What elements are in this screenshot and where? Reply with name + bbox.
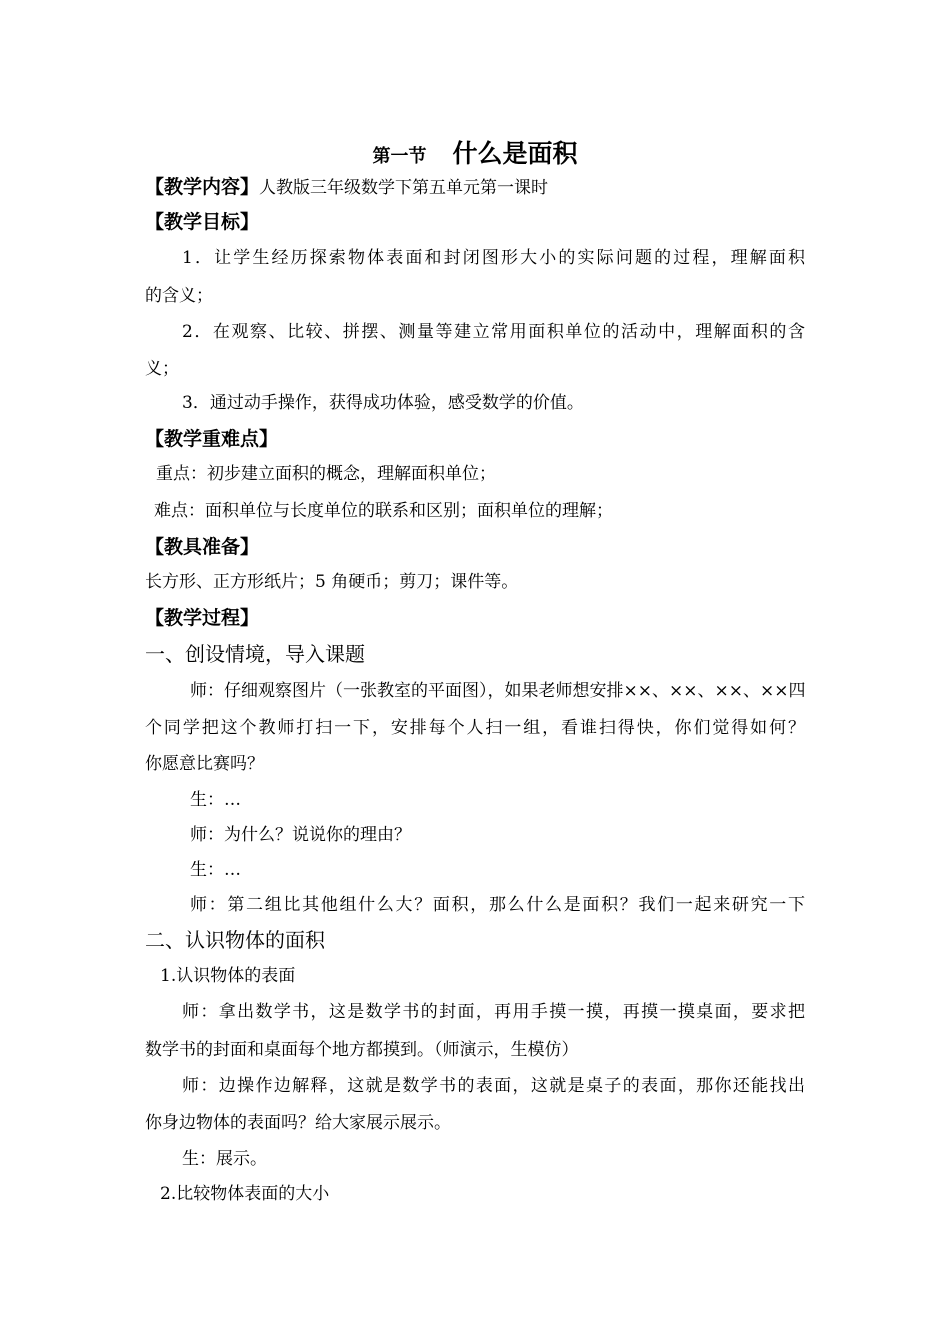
tools-heading: 【教具准备】 — [145, 536, 260, 558]
teacher-line-3: 师：第二组比其他组什么大？面积，那么什么是面积？我们一起来研究一下 — [190, 895, 805, 915]
part-2-para-1-line-2: 数学书的封面和桌面每个地方都摸到。（师演示，生模仿） — [145, 1040, 579, 1060]
teacher-question: 师：为什么？说说你的理由？ — [190, 825, 411, 845]
student-show: 生：展示。 — [182, 1149, 267, 1169]
student-reply-1: 生：… — [190, 790, 241, 810]
part-2-sub-1: 1.认识物体的表面 — [160, 966, 296, 986]
content-text: 人教版三年级数学下第五单元第一课时 — [259, 178, 549, 198]
part-2-para-2-line-1: 师：边操作边解释，这就是数学书的表面，这就是桌子的表面，那你还能找出 — [182, 1076, 805, 1096]
part-1-para-line-2: 个同学把这个教师打扫一下，安排每个人扫一组，看谁扫得快，你们觉得如何？ — [145, 718, 805, 738]
part-1-para-line-1: 师：仔细观察图片（一张教室的平面图），如果老师想安排××、××、××、××四 — [190, 681, 806, 701]
key-point: 重点：初步建立面积的概念，理解面积单位； — [156, 464, 496, 484]
goal-2-line-1: 2．在观察、比较、拼摆、测量等建立常用面积单位的活动中，理解面积的含 — [182, 322, 805, 342]
part-2-sub-2: 2.比较物体表面的大小 — [160, 1184, 330, 1204]
tools-text: 长方形、正方形纸片；5 角硬币；剪刀；课件等。 — [145, 572, 519, 592]
process-heading: 【教学过程】 — [145, 607, 260, 629]
part-1-title: 一、创设情境，导入课题 — [145, 642, 365, 666]
goal-3: 3．通过动手操作，获得成功体验，感受数学的价值。 — [182, 393, 584, 413]
part-2-para-2-line-2: 你身边物体的表面吗？给大家展示展示。 — [145, 1113, 451, 1133]
lesson-title: 什么是面积 — [452, 139, 578, 168]
keypoints-heading: 【教学重难点】 — [145, 428, 279, 450]
part-2-para-1-line-1: 师：拿出数学书，这是数学书的封面，再用手摸一摸，再摸一摸桌面，要求把 — [182, 1002, 805, 1022]
part-2-title: 二、认识物体的面积 — [145, 928, 325, 952]
content-row — [145, 176, 548, 199]
goal-1-line-2: 的含义； — [145, 286, 213, 306]
page-title — [0, 134, 950, 170]
content-heading: 【教学内容】 — [145, 176, 260, 198]
student-reply-2: 生：… — [190, 860, 241, 880]
goals-heading: 【教学目标】 — [145, 211, 260, 233]
goal-2-line-2: 义； — [145, 359, 179, 379]
goal-1-line-1: 1．让学生经历探索物体表面和封闭图形大小的实际问题的过程，理解面积 — [182, 248, 805, 268]
section-number: 第一节 — [372, 146, 427, 167]
hard-point: 难点：面积单位与长度单位的联系和区别；面积单位的理解； — [154, 501, 613, 521]
part-1-para-line-3: 你愿意比赛吗？ — [145, 754, 264, 774]
